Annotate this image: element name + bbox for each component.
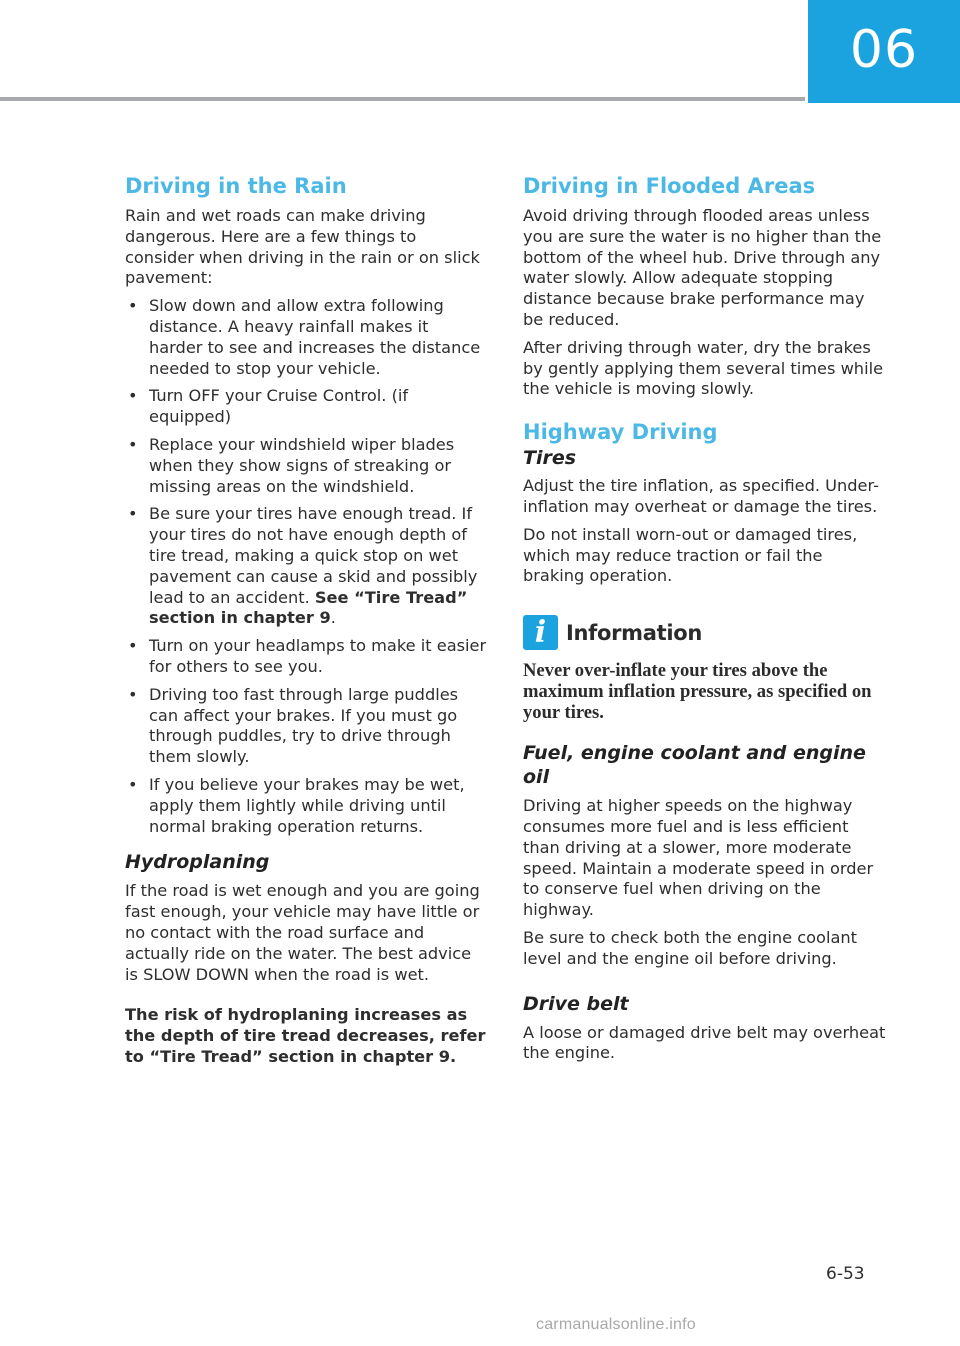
rain-intro: Rain and wet roads can make driving dangerous. Here are a few things to consider when driving in the rain or on slick pavement:	[125, 206, 480, 288]
hydroplaning-warning: The risk of hydroplaning increases as the depth of tire tread decreases, refer to “Tire Tread” section in chapter 9.	[125, 1005, 486, 1066]
chapter-number: 06	[849, 19, 919, 80]
bullet-icon: •	[128, 386, 138, 406]
rain-bullet-list	[125, 296, 487, 837]
flood-heading: Driving in Flooded Areas	[523, 174, 816, 198]
header-rule	[0, 97, 805, 101]
bullet-icon: •	[128, 684, 138, 704]
tires-paragraph-2: Do not install worn-out or damaged tires, which may reduce traction or fail the braking operation.	[523, 524, 858, 586]
list-item: • Turn OFF your Cruise Control. (if equipped)	[128, 386, 409, 427]
information-title: Information	[566, 620, 703, 645]
list-item: • Replace your windshield wiper blades when they show signs of streaking or missing areas on the windshield.	[128, 434, 455, 496]
page-number: 6-53	[826, 1264, 865, 1284]
bullet-icon: •	[128, 434, 138, 454]
fuel-paragraph-2: Be sure to check both the engine coolant level and the engine oil before driving.	[523, 927, 857, 968]
left-column	[125, 172, 487, 1075]
bullet-icon: •	[128, 296, 138, 316]
highway-heading: Highway Driving	[523, 420, 718, 445]
chapter-tab	[808, 0, 960, 103]
bullet-icon: •	[128, 636, 138, 656]
bullet-icon: •	[128, 774, 138, 794]
rain-heading: Driving in the Rain	[125, 174, 347, 198]
fuel-paragraph-1: Driving at higher speeds on the highway consumes more fuel and is less efficient than driving at a slower, more moderate speed. Maintain a moderate speed in order to conserve fuel when driving on the highway.	[523, 796, 874, 920]
bullet-icon: •	[128, 504, 138, 524]
tire-tread-reference: See “Tire Tread” section in chapter 9	[149, 587, 468, 628]
list-item: • Be sure your tires have enough tread. If your tires do not have enough depth of tire tread, making a quick stop on wet pavement can cause a skid and possibly lead to an accident. See “Tire Tread” section in chapter 9.	[128, 504, 478, 628]
list-item: • Driving too fast through large puddles can affect your brakes. If you must go through puddles, try to drive through them slowly.	[128, 684, 459, 767]
list-item: • Slow down and allow extra following distance. A heavy rainfall makes it harder to see and increases the distance needed to stop your vehicle.	[128, 296, 481, 378]
information-box-header	[523, 615, 888, 650]
hydroplaning-heading: Hydroplaning	[125, 851, 270, 874]
tires-heading: Tires	[523, 447, 577, 470]
right-column	[523, 172, 888, 1071]
list-item: • Turn on your headlamps to make it easier for others to see you.	[128, 636, 487, 676]
fuel-heading: Fuel, engine coolant and engine oil	[523, 742, 866, 789]
info-icon: i	[523, 615, 558, 650]
watermark-text: carmanualsonline.info	[536, 1316, 696, 1333]
drive-belt-heading: Drive belt	[523, 992, 629, 1015]
drive-belt-paragraph: A loose or damaged drive belt may overheat the engine.	[523, 1022, 886, 1063]
list-item: • If you believe your brakes may be wet, apply them lightly while driving until normal braking operation returns.	[128, 774, 465, 836]
information-text: Never over-inflate your tires above the maximum inflation pressure, as specified on your tires.	[523, 660, 872, 724]
flood-paragraph-2: After driving through water, dry the brakes by gently applying them several times while the vehicle is moving slowly.	[523, 337, 884, 399]
tires-paragraph-1: Adjust the tire inflation, as specified. Under-inflation may overheat or damage the tires.	[523, 476, 879, 516]
flood-paragraph-1: Avoid driving through flooded areas unless you are sure the water is no higher than the bottom of the wheel hub. Drive through any water slowly. Allow adequate stopping distance because brake performance may be reduced.	[523, 206, 882, 329]
hydroplaning-text: If the road is wet enough and you are going fast enough, your vehicle may have little or no contact with the road surface and actually ride on the water. The best advice is SLOW DOWN when the road is wet.	[125, 881, 480, 984]
